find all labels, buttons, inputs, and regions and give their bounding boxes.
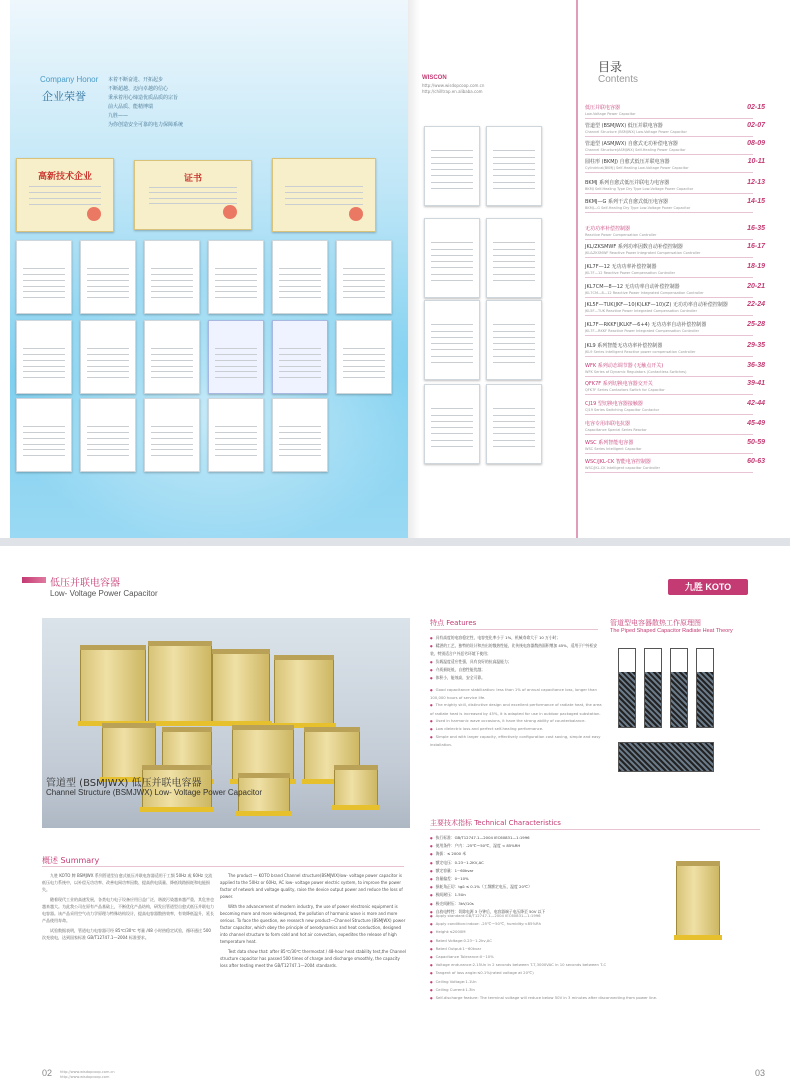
certificate	[16, 240, 72, 314]
certificate	[208, 320, 264, 394]
spec-item: ● 容量偏差：0~10%	[430, 875, 660, 883]
toc-entry-en: Cylindrical(BKMJ) Self-Healing Low-Voltage Power Capacitor	[585, 166, 689, 170]
company-honor-page	[10, 0, 408, 538]
feature-item: ● 介质损耗低，自愈性能优越；	[430, 666, 602, 674]
toc-entry[interactable]	[585, 400, 765, 412]
diagram-tube	[618, 648, 636, 728]
toc-separator	[585, 315, 753, 316]
contents-page	[408, 0, 790, 538]
feature-item: ● Used in harmonic wave occasions, it have the strong ability of counterbalance.	[430, 717, 602, 725]
spec-item: ● Voltage endurance:2.15Un in 2 seconds between T-T,3000VAC in 10 seconds between T-C	[430, 961, 670, 969]
toc-page-range: 22-24	[747, 301, 765, 308]
certificate	[80, 240, 136, 314]
honor-title-cn: 企业荣誉	[42, 90, 86, 103]
diagram-tube	[670, 648, 688, 728]
toc-entry-en: BKMJ Self-Healing Type Dry Type Low-Voltage Power Capacitor	[585, 187, 694, 191]
toc-separator	[585, 193, 753, 194]
summary-title: 概述 Summary	[42, 856, 100, 865]
toc-entry-en: Reactive Power Compensation Controller	[585, 233, 657, 237]
certificate	[486, 384, 542, 464]
footer-urls	[60, 1070, 115, 1080]
toc-entry-cn: JKL7F—RKKF(JKLKF—6+4) 无功功率自动补偿控制器	[585, 322, 707, 328]
toc-page-range: 42-44	[747, 400, 765, 407]
certificate	[272, 398, 328, 472]
certificate-title: 证书	[183, 173, 202, 184]
toc-entry-cn: JKL7CM—8—12 无功功率自动补偿控制器	[585, 284, 680, 290]
toc-entry-cn: QFK7F 系列切换电容器交开关	[585, 381, 653, 387]
features-cn	[430, 634, 602, 682]
company-slogan	[108, 76, 183, 130]
toc-entry[interactable]	[585, 439, 765, 451]
features-rule	[430, 629, 598, 630]
toc-separator	[585, 434, 753, 435]
certificate	[272, 320, 328, 394]
certificate	[336, 240, 392, 314]
toc-separator	[585, 154, 753, 155]
slogan-line: 九胜——	[108, 113, 129, 119]
toc-separator	[585, 118, 753, 119]
summary-paragraph: With the advancement of modern industry, the use of power electronic equipment is becoming more and more widespread, the pollution of harmonic wave is more and more serious. To face the question, we research new product—Channel Structure (BSMJWX) power factor capacitor, which obey the principle of aerodynamics and heat conduction, designed into channel structure to form cold and hot air convection, expedites the release of high temperature heat.	[220, 904, 406, 944]
capacitor-unit	[334, 768, 378, 806]
toc-entry-cn: 电容专用串联电抗器	[585, 421, 631, 427]
section-accent-bar	[22, 577, 46, 583]
summary-paragraph: The product — KOTO brand Channel structure(BSMJWX)low- voltage power capacitor is applied to the 50Hz or 60Hz, AC low- voltage power electric system, to improve the power factor of network and voltage quality, raise the device output power and reduce the loss of power.	[220, 873, 403, 899]
certificate	[16, 158, 114, 232]
toc-separator	[585, 239, 753, 240]
spec-item: ● 额定容量：1~60kvar	[430, 867, 660, 875]
spec-item: ● Self-discharge feature: The terminal voltage will reduce below 50V in 3 minutes after disconnecting from power line.	[430, 994, 670, 1002]
toc-page-range: 08-09	[747, 140, 765, 147]
certificate	[486, 218, 542, 298]
toc-entry-cn: 管道型 (BSMJWX) 低压并联电容器	[585, 123, 663, 129]
feature-item: ● 体积小，能效高，安全可靠。	[430, 674, 602, 682]
toc-entry-en: JKL7F—12 Reactive Power Compensation Controller	[585, 271, 676, 275]
slogan-line: 前大品质、能精博瑞	[108, 104, 154, 110]
footer-url: http://www.wisdopcoop.com	[60, 1075, 110, 1079]
spec-item: ● Capacitance Tolerance:0~10%	[430, 953, 670, 961]
spec-item: ● Rated Voltage:0.23~1.2kv,AC	[430, 937, 670, 945]
slogan-line: 不断超越、迈向卓越的信心	[108, 86, 169, 92]
certificate	[144, 240, 200, 314]
toc-page-range: 50-59	[747, 439, 765, 446]
toc-entry-cn: WSC/JKL-CK 智能电容控制器	[585, 459, 651, 465]
toc-entry[interactable]	[585, 321, 765, 333]
certificate-title: 高新技术企业	[37, 172, 92, 183]
certificate	[80, 398, 136, 472]
features-title: 特点 Features	[430, 619, 477, 627]
capacitor-unit	[148, 644, 212, 722]
brand-urls	[422, 83, 484, 95]
toc-separator	[585, 277, 753, 278]
toc-entry-en: JKL7CM—8—12 Reactive Power Integrated Compensation Controller	[585, 291, 704, 295]
diagram-tube	[696, 648, 714, 728]
spread-low-voltage-capacitor	[0, 546, 790, 1091]
toc-page-range: 14-15	[747, 198, 765, 205]
toc-page-range: 16-17	[747, 243, 765, 250]
feature-item: ● 精湛的工艺，独特的设计和杰出的散热性能，比传统电容器散热面积增加 45%，适用于户外柜安装，特别适合户外恶劣环境下使用；	[430, 642, 602, 657]
certificate	[144, 320, 200, 394]
toc-page-range: 02-15	[747, 104, 765, 111]
toc-entry[interactable]	[585, 179, 765, 191]
toc-entry-en: QFK7F Series Contactors Switch for Capacitor	[585, 388, 665, 392]
spec-item: ● Height:≤2000M	[430, 928, 670, 936]
capacitor-unit	[676, 864, 720, 936]
toc-entry-cn: JKL5F—TUK(JKF—10(K)LKF—10)(Z) 无功功率自动补偿控制器	[585, 302, 728, 308]
feature-item: ● Low dielectric loss and perfect self-healing performance.	[430, 725, 602, 733]
toc-entry-en: BKMJ—G Self-Healing Dry Type Low-Voltage Power Capacitor	[585, 206, 691, 210]
toc-entry-en: Channel Structure (BSMJWX) Low-Voltage Power Capacitor	[585, 130, 687, 134]
certificate	[424, 384, 480, 464]
tech-title: 主要技术指标 Technical Characteristics	[430, 819, 561, 827]
toc-entry[interactable]	[585, 243, 765, 255]
capacitor-unit	[274, 658, 334, 724]
footer-url: http://www.wisdopcoop.com.cn	[60, 1070, 115, 1074]
spec-item: ● 额定电压：0.23~1.2KV,AC	[430, 859, 660, 867]
spec-item: ● 极间耐压：1.5Un	[430, 891, 660, 899]
page-number: 03	[755, 1068, 766, 1078]
toc-separator	[585, 356, 753, 357]
toc-entry-cn: JKL/ZKSMWF 系列功率因数自动补偿控制器	[585, 244, 683, 250]
toc-separator	[585, 257, 753, 258]
toc-page-range: 39-41	[747, 380, 765, 387]
spec-item: ● 使用条件：户内：-25℃～50℃，湿度 < 85%RH	[430, 842, 660, 850]
brand-url: http://www.wisdopcoop.com.cn	[422, 83, 485, 88]
product-page-right	[410, 546, 790, 1091]
toc-page-range: 36-38	[747, 362, 765, 369]
spread-company-honor	[0, 0, 790, 538]
toc-entry[interactable]	[585, 122, 765, 134]
koto-logo: 九胜 KOTO	[668, 579, 748, 595]
section-title-cn: 低压并联电容器	[50, 578, 120, 589]
spec-item: ● Apply standard:GB/T12747.1—2004 IEC60831—1:1996	[430, 912, 670, 920]
toc-entry-cn: 圆柱形 (BKMJ) 自愈式低压并联电容器	[585, 159, 670, 165]
toc-entry-en: Capacitance Special Series Reactor	[585, 428, 647, 432]
toc-page-range: 10-11	[747, 158, 765, 165]
toc-entry-en: JKL5F—TUK Reactive Power Integrated Compensation Controller	[585, 309, 698, 313]
toc-page-range: 45-49	[747, 420, 765, 427]
summary-en	[220, 872, 406, 972]
certificate	[424, 126, 480, 206]
toc-entry-en: CJ19 Series Switching Capacitor Contactor	[585, 408, 660, 412]
spec-item: ● 自放电特性：切除电源 3 分钟后，电容器端子电压降至 50V 以下	[430, 908, 660, 916]
spec-item: ● Tangent of loss angle:≤0.1%(rated voltage at 20℃)	[430, 969, 670, 977]
toc-entry[interactable]	[585, 225, 765, 237]
tech-specs-cn	[430, 834, 660, 916]
toc-entry-en: JKL&ZKSMWF Reactive Power Integrated Compensation Controller	[585, 251, 701, 255]
summary-paragraph: Test data show that: after 85℃/30℃ thermostat / 48-hour heat stability test,the Channel structure capacitor has passed 500 times of charge and discharge smoothly, the capacity loss after testing meet the GB/T12747.1—2004 standards.	[220, 949, 406, 968]
toc-entry-cn: 低压并联电容器	[585, 105, 621, 111]
certificate	[208, 398, 264, 472]
feature-item: ● 具有高度的电容稳定性，电容变化率小于 1%，机械寿命大于 10 万小时；	[430, 634, 602, 642]
toc-entry-cn: JKL9 系列智能无功功率补偿控制器	[585, 343, 663, 349]
toc-entry[interactable]	[585, 140, 765, 152]
toc-entry-en: JKL7F—RKKF Reactive Power Integrated Compensation Controller	[585, 329, 700, 333]
certificate	[424, 218, 480, 298]
heat-theory-diagram	[610, 642, 740, 782]
brand-name: WISCON	[422, 75, 447, 81]
page-number: 02	[42, 1068, 53, 1078]
toc-entry[interactable]	[585, 104, 765, 116]
toc-entry-cn: CJ19 型切换电容器接触器	[585, 401, 643, 407]
toc-page-range: 16-35	[747, 225, 765, 232]
tech-specs-en	[430, 912, 670, 1002]
toc-page-range: 12-13	[747, 179, 765, 186]
toc-entry-en: WFK Series of Dynamic Regulators (Contactless Switches)	[585, 370, 687, 374]
toc-page-range: 18-19	[747, 263, 765, 270]
toc-entry[interactable]	[585, 458, 765, 470]
certificate	[80, 320, 136, 394]
toc-entry-cn: BKMJ—G 系列干式自愈式低压电容器	[585, 199, 668, 205]
certificate	[208, 240, 264, 314]
features-en	[430, 686, 602, 749]
toc-page-range: 25-28	[747, 321, 765, 328]
toc-separator	[585, 136, 753, 137]
toc-page-range: 60-63	[747, 458, 765, 465]
slogan-line: 本着不断奋进、开拓起步	[108, 77, 164, 83]
certificate	[424, 300, 480, 380]
toc-entry[interactable]	[585, 158, 765, 170]
spec-item: ● Ceiling Current:1.3In	[430, 986, 670, 994]
spec-item: ● Ceiling Voltage:1.1Un	[430, 978, 670, 986]
toc-entry[interactable]	[585, 198, 765, 210]
contents-title-en: Contents	[598, 74, 639, 85]
certificate	[16, 320, 72, 394]
toc-entry-en: WSC/JKL-CK Intelligent capacitor Controller	[585, 466, 661, 470]
toc-entry[interactable]	[585, 283, 765, 295]
toc-entry-cn: WSC 系列智能电容器	[585, 440, 634, 446]
certificate	[272, 240, 328, 314]
toc-entry[interactable]	[585, 420, 765, 432]
toc-entry-cn: BKMJ 系列自愈式低压并联电力电容器	[585, 180, 670, 186]
toc-entry-cn: JKL7F—12 无功功率补偿控制器	[585, 264, 657, 270]
feature-item: ● Simple and with larger capacity, effectively configuration cost saving, simple and easy installation.	[430, 733, 602, 748]
certificate	[134, 160, 252, 230]
spec-item: ● 海拔：≤ 2000 米	[430, 850, 660, 858]
spec-item: ● 损耗角正切：tgδ ≤ 0.1%（工频额定电压，温度 20℃）	[430, 883, 660, 891]
toc-entry-cn: 无功功率补偿控制器	[585, 226, 631, 232]
toc-separator	[585, 394, 753, 395]
toc-separator	[585, 297, 753, 298]
feature-item: ● The mighty skill, distinctive design and excellent performance of radiate heat, the area of radiate heat is increased by 45%, it is adapted for use in outdoor packaged substation.	[430, 701, 602, 716]
theory-title-en: The Piped Shaped Capacitor Radiate Heat Theory	[610, 628, 733, 634]
toc-separator	[585, 212, 753, 213]
toc-separator	[585, 172, 753, 173]
summary-paragraph: 试验数据表明，管道电力电容器可经 85℃/30℃ 考量 /48 小时热稳定试验，循环通过 500 次充放电，达到国家标准 GB/T12747.1—2004 标准要求。	[42, 928, 211, 940]
product-page-left	[10, 546, 410, 1091]
spec-item: ● 执行标准：GB/T12747.1—2004 IEC60831—1:1996	[430, 834, 660, 842]
spec-item: ● 极壳间耐压：3kV/10s	[430, 900, 660, 908]
single-capacitor-photo	[668, 846, 728, 956]
spec-item: ● Apply condition:indoor: -25℃～50℃, humidity:<85%Rh	[430, 920, 670, 928]
tech-rule	[430, 829, 760, 830]
certificate	[336, 320, 392, 394]
summary-paragraph: 九胜 KOTO 牌 BSMJWX 系列管道型自愈式低压并联电容器适用于工频 50Hz 或 60Hz 交流低压电力系统中，以补偿无功功率、改善电网功率因数、提高供电质量、降低线路损耗和电能损失。	[42, 873, 213, 892]
product-caption-cn: 管道型 (BSMJWX) 低压并联电容器	[46, 778, 202, 789]
toc-entry-en: Channel Structure(ASMJWX) Self-Healing Power Capacitor	[585, 148, 686, 152]
toc-separator	[585, 414, 753, 415]
contents-title-cn: 目录	[598, 60, 623, 74]
diagram-cross-section	[618, 742, 714, 772]
diagram-tube	[644, 648, 662, 728]
feature-item: ● 负载温度适应性强，具有良好的抗高温能力；	[430, 658, 602, 666]
toc-separator	[585, 376, 753, 377]
toc-separator	[585, 472, 753, 473]
theory-title-cn: 管道型电容器散热工作原理图	[610, 619, 701, 627]
spec-item: ● Rated Output:1~60kvar	[430, 945, 670, 953]
toc-entry-cn: WFK 系列动态调节器 (无触点开关)	[585, 363, 664, 369]
toc-separator	[585, 453, 753, 454]
summary-rule	[42, 866, 404, 867]
summary-cn	[42, 872, 214, 944]
toc-entry[interactable]	[585, 362, 765, 374]
toc-entry[interactable]	[585, 301, 765, 313]
toc-entry[interactable]	[585, 380, 765, 392]
toc-entry[interactable]	[585, 263, 765, 275]
product-caption-en: Channel Structure (BSMJWX) Low- Voltage Power Capacitor	[46, 788, 263, 797]
summary-paragraph: 随着现代工业的高速发展，各类电力电子设备应用日益广泛，谐波污染越来越严重，其危害也越来越大。为此我公司在原有产品基础上，不断优化产品结构，研发出管道型自愈式低压并联电力电容器。该产品采用空气动力学原理与特殊结构设计，提高电容器散热效率，有效降低温升，延长产品使用寿命。	[42, 897, 214, 923]
certificate	[486, 300, 542, 380]
toc-page-range: 02-07	[747, 122, 765, 129]
toc-entry[interactable]	[585, 342, 765, 354]
capacitor-unit	[212, 652, 270, 722]
toc-page-range: 29-35	[747, 342, 765, 349]
toc-entry-en: JKL9 Series Intelligent Reactive power compensation Controller	[585, 350, 696, 354]
contents-divider	[576, 0, 578, 538]
toc-separator	[585, 335, 753, 336]
page-gutter	[408, 0, 420, 538]
honor-title-en: Company Honor	[40, 75, 99, 84]
section-title-en: Low- Voltage Power Capacitor	[50, 589, 158, 598]
toc-entry-cn: 管道型 (ASMJWX) 自愈式无功补偿电容器	[585, 141, 678, 147]
slogan-line: 秉承着用心缔造优质品质的宗旨	[108, 95, 179, 101]
capacitor-unit	[80, 648, 146, 722]
feature-item: ● Good capacitance stabilization: less than 1% of annual capacitance loss, longer than 100,000 hours of service life.	[430, 686, 602, 701]
certificate	[272, 158, 376, 232]
toc-entry-en: Low-Voltage Power Capacitor	[585, 112, 636, 116]
certificate	[144, 398, 200, 472]
certificate	[16, 398, 72, 472]
toc-entry-en: WSC Series Intelligent Capacitor	[585, 447, 642, 451]
slogan-line: 为你创造安全可靠的电力保障系统	[108, 122, 184, 128]
certificate	[486, 126, 542, 206]
toc-page-range: 20-21	[747, 283, 765, 290]
brand-url: http://chilltrap.en.alibaba.com	[422, 89, 483, 94]
